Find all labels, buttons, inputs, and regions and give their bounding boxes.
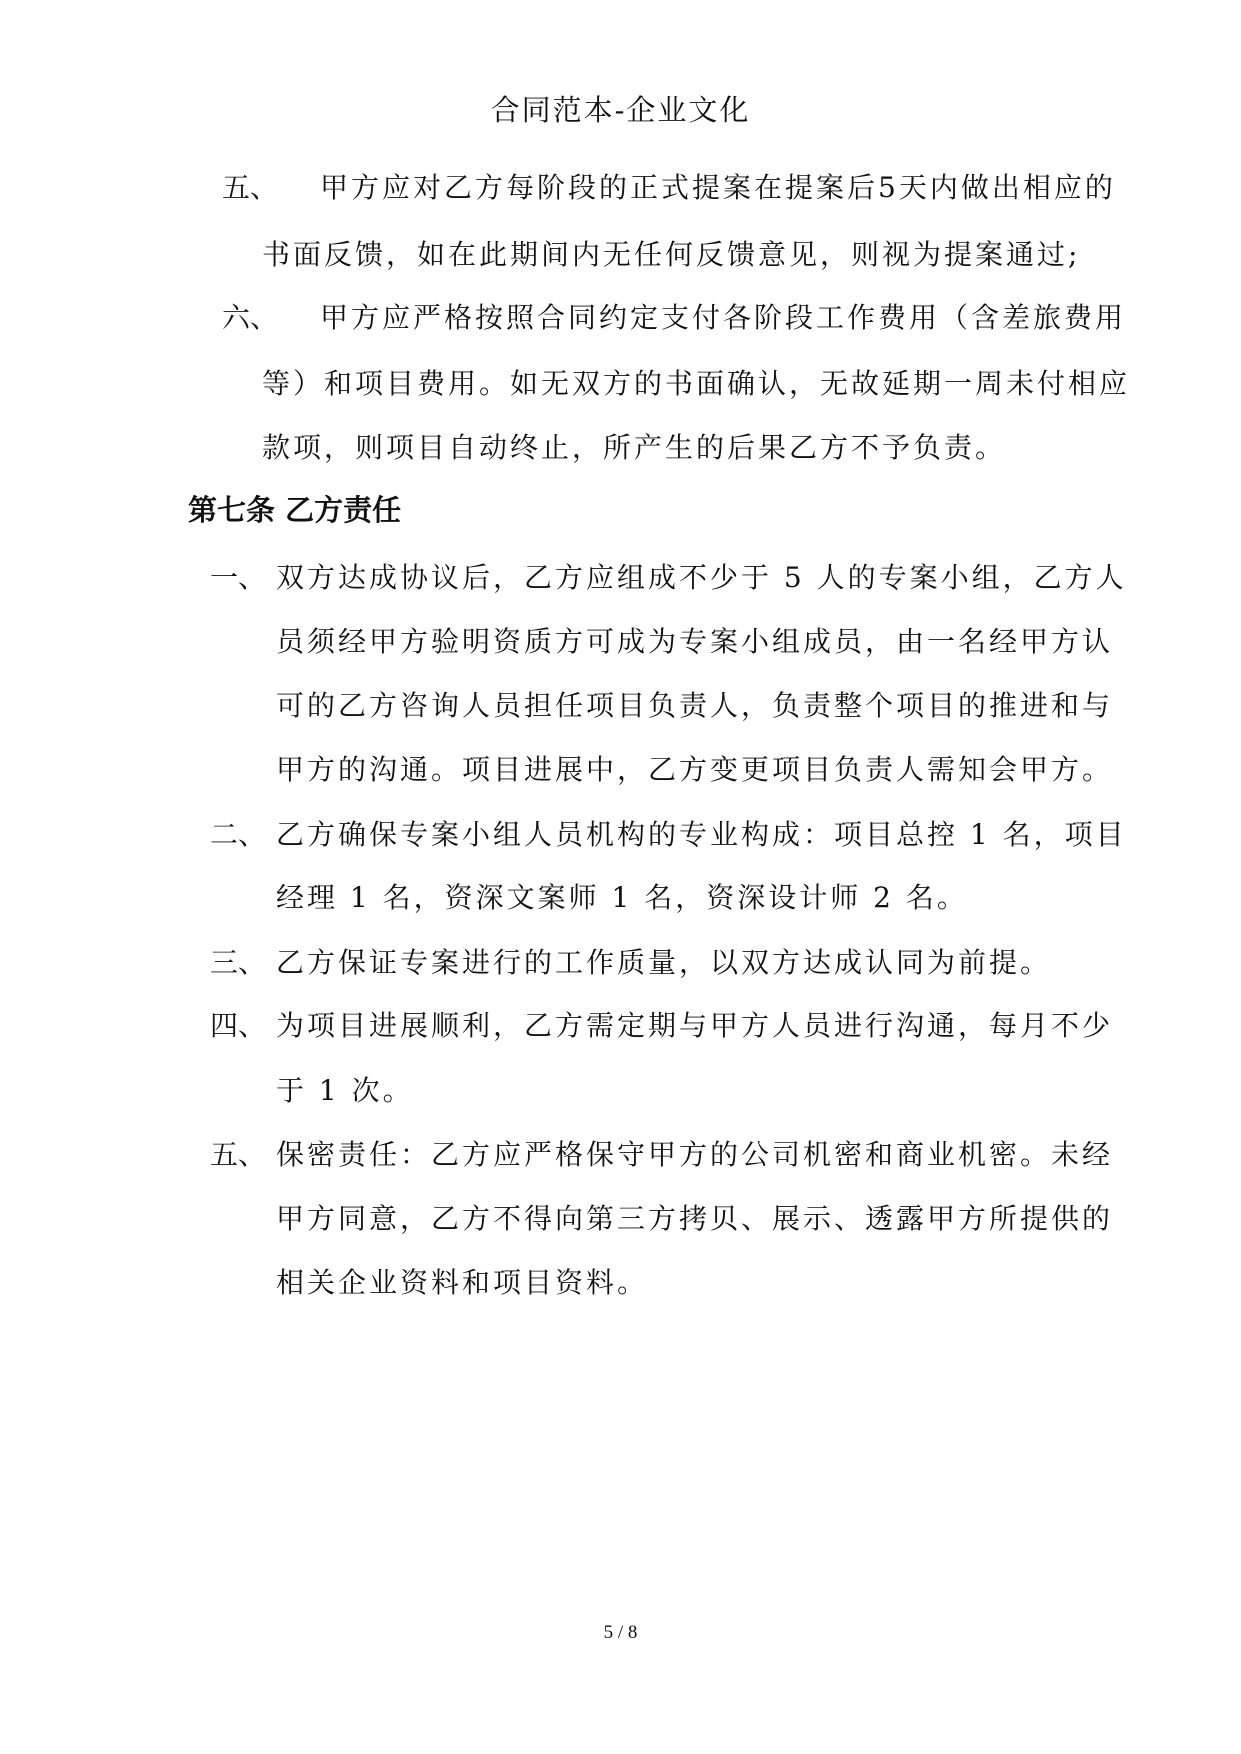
item-line: 书面反馈，如在此期间内无任何反馈意见，则视为提案通过; (262, 238, 1081, 271)
item-marker: 五、 (210, 1138, 267, 1171)
page-header: 合同范本-企业文化 (490, 93, 751, 127)
item-line: 乙方确保专案小组人员机构的专业构成：项目总控 1 名，项目 (276, 818, 1127, 851)
item-marker: 四、 (210, 1009, 267, 1042)
item-marker: 五、 (222, 171, 279, 204)
page-number: 5 / 8 (603, 1622, 638, 1643)
item-line: 甲方同意，乙方不得向第三方拷贝、展示、透露甲方所提供的 (276, 1202, 1114, 1235)
item-line: 为项目进展顺利，乙方需定期与甲方人员进行沟通，每月不少 (276, 1009, 1114, 1042)
item-marker: 一、 (210, 561, 267, 594)
item-line: 甲方应对乙方每阶段的正式提案在提案后5天内做出相应的 (320, 171, 1116, 204)
item-line: 保密责任：乙方应严格保守甲方的公司机密和商业机密。未经 (276, 1138, 1114, 1171)
item-line: 乙方保证专案进行的工作质量，以双方达成认同为前提。 (276, 946, 1052, 979)
item-line: 款项，则项目自动终止，所产生的后果乙方不予负责。 (262, 431, 1007, 464)
item-line: 等）和项目费用。如无双方的书面确认，无故延期一周未付相应 (262, 367, 1131, 400)
item-line: 员须经甲方验明资质方可成为专案小组成员，由一名经甲方认 (276, 625, 1114, 658)
item-line: 相关企业资料和项目资料。 (276, 1266, 649, 1299)
item-line: 可的乙方咨询人员担任项目负责人，负责整个项目的推进和与 (276, 689, 1114, 722)
item-line: 双方达成协议后，乙方应组成不少于 5 人的专案小组，乙方人 (276, 561, 1127, 594)
item-marker: 二、 (210, 818, 267, 851)
item-line: 甲方的沟通。项目进展中，乙方变更项目负责人需知会甲方。 (276, 753, 1114, 786)
item-line: 经理 1 名，资深文案师 1 名，资深设计师 2 名。 (276, 881, 968, 914)
section-title: 第七条 乙方责任 (188, 493, 402, 527)
item-marker: 六、 (222, 301, 279, 334)
item-line: 甲方应严格按照合同约定支付各阶段工作费用（含差旅费用 (320, 301, 1127, 334)
item-line: 于 1 次。 (276, 1074, 414, 1107)
item-marker: 三、 (210, 946, 267, 979)
